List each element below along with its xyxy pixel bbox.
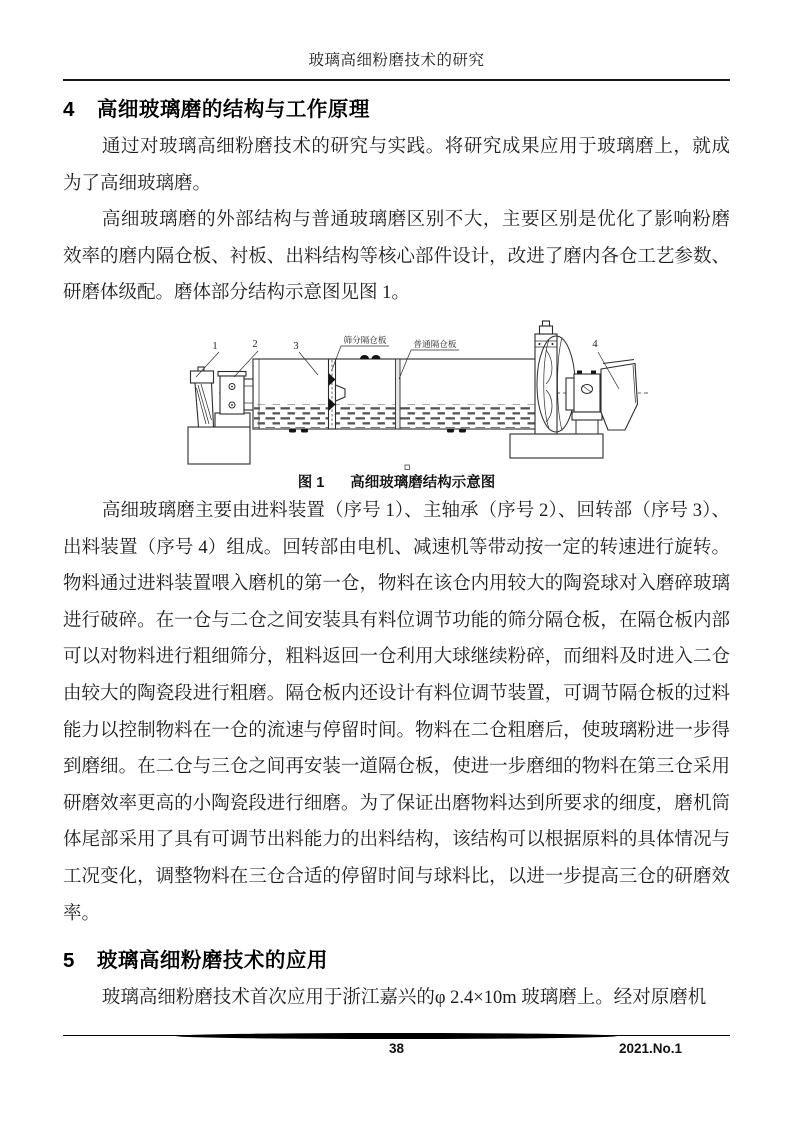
screening-partition-label: 筛分隔仓板 [343,334,387,345]
page-number: 38 [388,1041,405,1056]
section-4-number: 4 [63,98,75,121]
figure-1 [175,316,653,472]
header-rule [63,79,730,81]
discharge-bearing [566,370,602,434]
right-foundation [510,434,603,458]
callout-4: 4 [592,338,598,350]
section-4-paragraph-2: 高细玻璃磨的外部结构与普通玻璃磨区别不大，主要区别是优化了影响粉磨效率的磨内隔仓板、衬板、出料结构等核心部件设计，改进了磨内各仓工艺参数、研磨体级配。磨体部分结构示意图见图 1。 [63,210,730,304]
callout-2: 2 [252,338,258,350]
running-header-title: 玻璃高细粉磨技术的研究 [308,52,485,69]
rotating-drum [253,359,537,429]
footer-row [63,1041,730,1059]
grinding-media-fill [254,404,536,428]
section-4-paragraph-3: 高细玻璃磨主要由进料装置（序号 1）、主轴承（序号 2）、回转部（序号 3）、出料装置（序号 4）组成。回转部由电机、减速机等带动按一定的转速进行旋转。物料通过进料装置喂入磨机的第一仓，物料在该仓内用较大的陶瓷球对入磨碎玻璃进行破碎。在一仓与二仓之间安装具有料位调节功能的筛分隔仓板，在隔仓板内部可以对物料进行粗细筛分，粗料返回一仓利用大球继续粉碎，而细料及时进入二仓由较大的陶瓷段进行粗磨。隔仓板内还设计有料位调节装置，可调节隔仓板的过料能力以控制物料在一仓的流速与停留时间。物料在二仓粗磨后，使玻璃粉进一步得到磨细。在二仓与三仓之间再安装一道隔仓板，使进一步磨细的物料在第三仓采用研磨效率更高的小陶瓷段进行细磨。为了保证出磨物料达到所要求的细度，磨机筒体尾部采用了具有可调节出料能力的出料结构，该结构可以根据原料的具体情况与工况变化，调整物料在三仓合适的停留时间与球料比，以进一步提高三仓的研磨效率。 [63,500,730,924]
ordinary-partition-label: 普通隔仓板 [413,338,457,349]
callout-3: 3 [293,340,299,352]
figure-1-caption-label: 图 1 [297,474,325,491]
section-4-title: 高细玻璃磨的结构与工作原理 [96,98,370,121]
section-5-paragraph-1: 玻璃高细粉磨技术首次应用于浙江嘉兴的φ 2.4×10m 玻璃磨上。经对原磨机 [101,988,707,1009]
figure-artifact-square [405,465,410,470]
left-foundation [188,427,250,464]
main-bearing [218,371,253,414]
section-4-paragraph-1: 通过对玻璃高细粉磨技术的研究与实践。将研究成果应用于玻璃磨上，就成为了高细玻璃磨。 [63,137,730,194]
discharge-device [601,359,638,430]
figure-1-caption-title: 高细玻璃磨结构示意图 [350,474,496,491]
feed-device [191,367,214,427]
section-5-heading [63,943,730,973]
figure-1-caption [63,473,730,493]
callout-1: 1 [212,340,218,352]
mill-structure-diagram [175,316,653,472]
footer-rule [63,1033,730,1037]
section-5-title: 玻璃高细粉磨技术的应用 [96,949,328,973]
ordinary-partition [396,359,401,429]
issue-number: 2021.No.1 [618,1041,682,1056]
manhole-cover [358,355,381,359]
page-footer [63,1033,730,1059]
section-5-number: 5 [63,949,75,973]
section-4-heading [63,92,730,122]
left-pedestal [215,413,250,427]
